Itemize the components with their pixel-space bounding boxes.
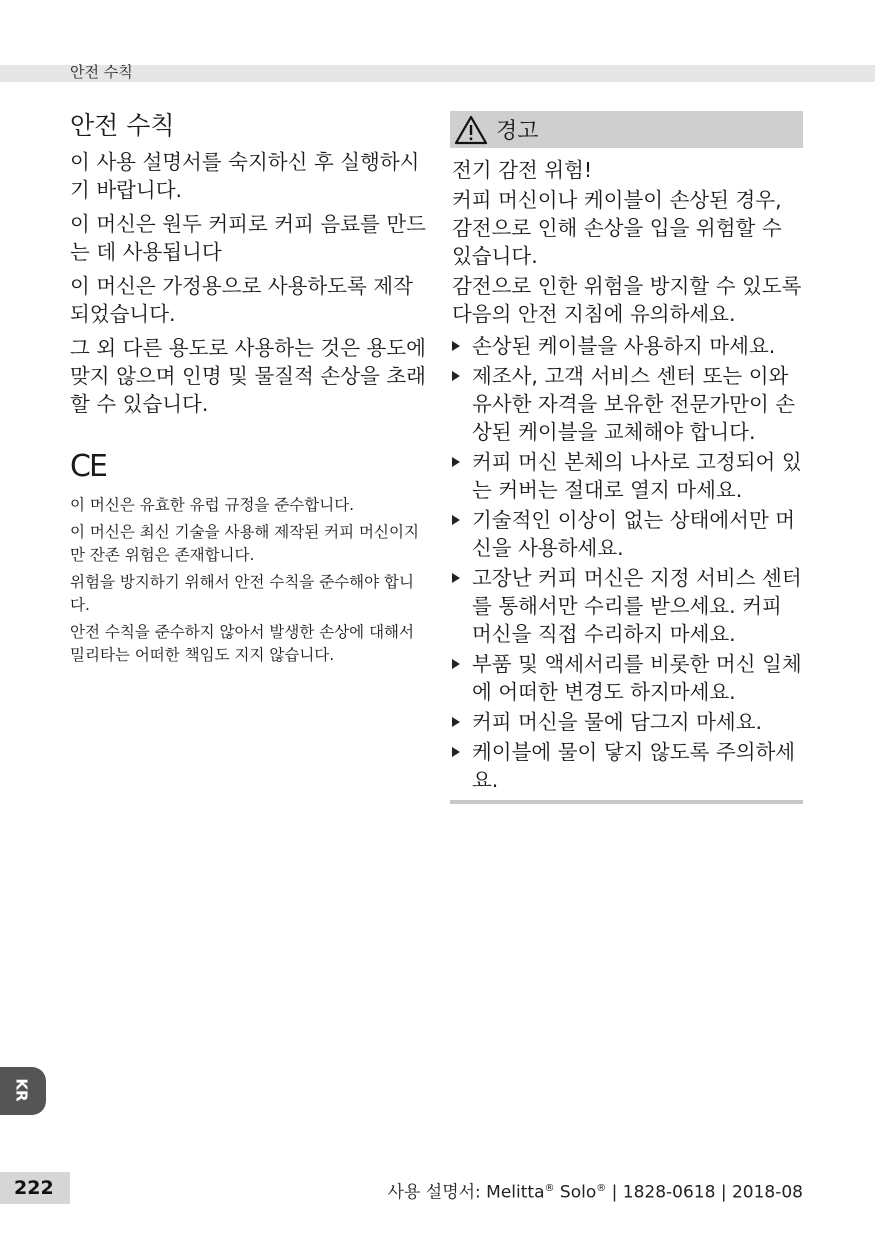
list-item — [450, 738, 803, 794]
compliance-paragraph: 위험을 방지하기 위해서 안전 수칙을 준수해야 합니다. — [70, 573, 414, 614]
bullet-arrow-icon — [452, 747, 460, 757]
bullet-arrow-icon — [452, 371, 460, 381]
list-item — [450, 564, 803, 648]
footer-product: Solo — [554, 1182, 597, 1203]
intro-paragraph: 이 머신은 가정용으로 사용하도록 제작되었습니다. — [70, 274, 413, 326]
list-item — [450, 362, 803, 446]
compliance-paragraph: 이 머신은 최신 기술을 사용해 제작된 커피 머신이지만 잔존 위험은 존재합니다. — [70, 523, 419, 564]
compliance-paragraph: 이 머신은 유효한 유럽 규정을 준수합니다. — [70, 496, 355, 514]
warning-panel — [450, 111, 803, 804]
list-item — [450, 708, 803, 736]
page-number: 222 — [14, 1177, 54, 1199]
warning-bottom-rule — [450, 800, 803, 804]
bullet-arrow-icon — [452, 515, 460, 525]
list-item-text: 기술적인 이상이 없는 상태에서만 머신을 사용하세요. — [472, 508, 796, 560]
warning-intro: 전기 감전 위험! — [452, 158, 593, 182]
footer-info — [388, 1178, 803, 1204]
list-item — [450, 332, 803, 360]
list-item-text: 고장난 커피 머신은 지정 서비스 센터를 통해서만 수리를 받으세요. 커피 머신을 직접 수리하지 마세요. — [472, 566, 802, 646]
list-item-text: 케이블에 물이 닿지 않도록 주의하세요. — [472, 740, 796, 792]
left-column — [70, 108, 430, 671]
section-title: 안전 수칙 — [70, 111, 175, 140]
bullet-arrow-icon — [452, 341, 460, 351]
list-item-text: 커피 머신 본체의 나사로 고정되어 있는 커버는 절대로 열지 마세요. — [472, 450, 802, 502]
list-item — [450, 650, 803, 706]
warning-list — [450, 332, 803, 794]
list-item — [450, 506, 803, 562]
list-item — [450, 448, 803, 504]
bullet-arrow-icon — [452, 659, 460, 669]
running-header: 안전 수칙 — [70, 63, 133, 81]
language-label: KR — [12, 1078, 31, 1102]
list-item-text: 손상된 케이블을 사용하지 마세요. — [472, 334, 776, 358]
bullet-arrow-icon — [452, 717, 460, 727]
list-item-text: 부품 및 액세서리를 비롯한 머신 일체에 어떠한 변경도 하지마세요. — [472, 652, 802, 704]
registered-mark: ® — [544, 1183, 555, 1194]
page-number-box — [0, 1172, 70, 1204]
footer-manual-label: 사용 설명서: Melitta — [387, 1182, 545, 1203]
list-item-text: 커피 머신을 물에 담그지 마세요. — [472, 710, 763, 734]
warning-header — [450, 111, 803, 148]
warning-title: 경고 — [496, 119, 539, 144]
intro-paragraph: 이 사용 설명서를 숙지하신 후 실행하시기 바랍니다. — [70, 150, 420, 202]
bullet-arrow-icon — [452, 573, 460, 583]
intro-paragraph: 그 외 다른 용도로 사용하는 것은 용도에 맞지 않으며 인명 및 물질적 손상을 초래할 수 있습니다. — [70, 336, 426, 416]
warning-intro: 커피 머신이나 케이블이 손상된 경우, 감전으로 인해 손상을 입을 위험할 수 있습니다. — [452, 188, 782, 268]
ce-mark-icon: CE — [70, 449, 106, 484]
footer-meta: | 1828-0618 | 2018-08 — [606, 1182, 803, 1203]
intro-paragraph: 이 머신은 원두 커피로 커피 음료를 만드는 데 사용됩니다 — [70, 212, 426, 264]
compliance-paragraph: 안전 수칙을 준수하지 않아서 발생한 손상에 대해서 밀리타는 어떠한 책임도 지지 않습니다. — [70, 623, 414, 664]
language-tab — [0, 1067, 46, 1115]
list-item-text: 제조사, 고객 서비스 센터 또는 이와 유사한 자격을 보유한 전문가만이 손상된 케이블을 교체해야 합니다. — [472, 364, 796, 444]
warning-intro: 감전으로 인한 위험을 방지할 수 있도록 다음의 안전 지침에 유의하세요. — [452, 274, 802, 326]
bullet-arrow-icon — [452, 457, 460, 467]
registered-mark: ® — [596, 1183, 607, 1194]
warning-triangle-icon — [454, 115, 488, 145]
